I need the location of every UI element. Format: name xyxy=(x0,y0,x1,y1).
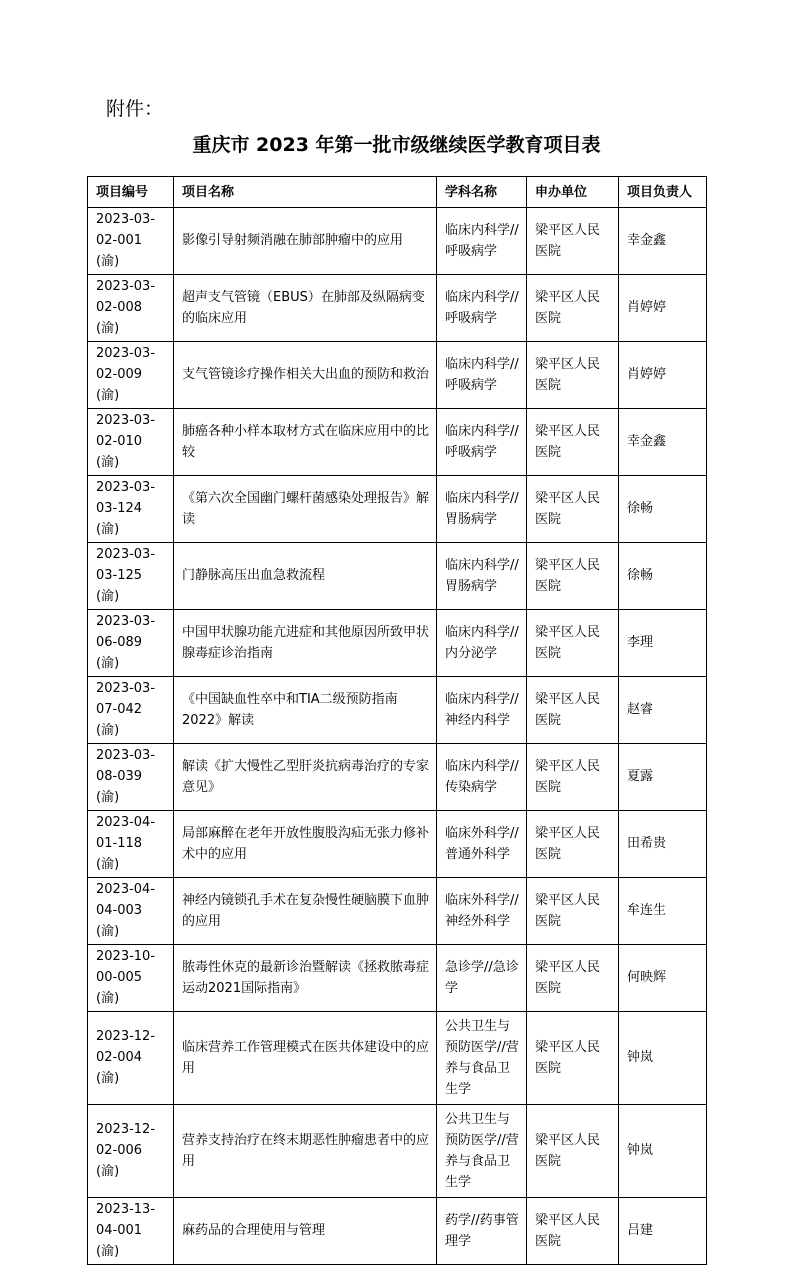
cell-unit: 梁平区人民医院 xyxy=(527,275,619,342)
cell-project-id: 2023-03-07-042 (渝) xyxy=(88,677,174,744)
cell-subject: 临床外科学//神经外科学 xyxy=(437,878,527,945)
cell-subject: 临床内科学//呼吸病学 xyxy=(437,275,527,342)
cell-project-name: 神经内镜锁孔手术在复杂慢性硬脑膜下血肿的应用 xyxy=(174,878,437,945)
table-row xyxy=(88,342,707,409)
cell-unit: 梁平区人民医院 xyxy=(527,1198,619,1265)
cell-project-name: 营养支持治疗在终末期恶性肿瘤患者中的应用 xyxy=(174,1105,437,1198)
cell-project-id: 2023-12-02-004 (渝) xyxy=(88,1012,174,1105)
table-row xyxy=(88,610,707,677)
cell-leader: 肖婷婷 xyxy=(619,275,707,342)
table-row xyxy=(88,409,707,476)
cell-project-name: 解读《扩大慢性乙型肝炎抗病毒治疗的专家意见》 xyxy=(174,744,437,811)
cell-leader: 肖婷婷 xyxy=(619,342,707,409)
cell-subject: 急诊学//急诊学 xyxy=(437,945,527,1012)
cell-leader: 幸金鑫 xyxy=(619,409,707,476)
cell-project-name: 影像引导射频消融在肺部肿瘤中的应用 xyxy=(174,208,437,275)
attachment-label: 附件： xyxy=(106,98,164,120)
cell-leader: 钟岚 xyxy=(619,1105,707,1198)
cell-unit: 梁平区人民医院 xyxy=(527,208,619,275)
cell-unit: 梁平区人民医院 xyxy=(527,409,619,476)
table-row xyxy=(88,476,707,543)
table-row xyxy=(88,677,707,744)
cell-unit: 梁平区人民医院 xyxy=(527,1105,619,1198)
cell-subject: 临床内科学//胃肠病学 xyxy=(437,476,527,543)
table-body xyxy=(88,208,707,1265)
cell-project-id: 2023-03-02-001 (渝) xyxy=(88,208,174,275)
document-title: 重庆市 2023 年第一批市级继续医学教育项目表 xyxy=(192,134,601,156)
cell-project-name: 脓毒性休克的最新诊治暨解读《拯救脓毒症运动2021国际指南》 xyxy=(174,945,437,1012)
cell-project-id: 2023-03-03-124 (渝) xyxy=(88,476,174,543)
cell-unit: 梁平区人民医院 xyxy=(527,744,619,811)
cell-project-id: 2023-12-02-006 (渝) xyxy=(88,1105,174,1198)
cell-project-name: 《中国缺血性卒中和TIA二级预防指南2022》解读 xyxy=(174,677,437,744)
cell-project-name: 超声支气管镜（EBUS）在肺部及纵隔病变的临床应用 xyxy=(174,275,437,342)
cell-project-name: 临床营养工作管理模式在医共体建设中的应用 xyxy=(174,1012,437,1105)
cell-subject: 临床内科学//呼吸病学 xyxy=(437,208,527,275)
cell-project-name: 局部麻醉在老年开放性腹股沟疝无张力修补术中的应用 xyxy=(174,811,437,878)
cell-project-id: 2023-03-02-009 (渝) xyxy=(88,342,174,409)
cell-subject: 临床内科学//呼吸病学 xyxy=(437,342,527,409)
cell-leader: 何映辉 xyxy=(619,945,707,1012)
cell-leader: 李理 xyxy=(619,610,707,677)
cell-subject: 公共卫生与预防医学//营养与食品卫生学 xyxy=(437,1105,527,1198)
cell-unit: 梁平区人民医院 xyxy=(527,811,619,878)
cell-project-name: 《第六次全国幽门螺杆菌感染处理报告》解读 xyxy=(174,476,437,543)
column-header-subject: 学科名称 xyxy=(437,177,527,208)
cell-unit: 梁平区人民医院 xyxy=(527,543,619,610)
cell-subject: 临床内科学//传染病学 xyxy=(437,744,527,811)
column-header-id: 项目编号 xyxy=(88,177,174,208)
cell-unit: 梁平区人民医院 xyxy=(527,677,619,744)
cell-project-id: 2023-03-02-008 (渝) xyxy=(88,275,174,342)
table-row xyxy=(88,945,707,1012)
cell-unit: 梁平区人民医院 xyxy=(527,342,619,409)
cell-leader: 徐畅 xyxy=(619,543,707,610)
table-header xyxy=(88,177,707,208)
cell-project-id: 2023-10-00-005 (渝) xyxy=(88,945,174,1012)
column-header-name: 项目名称 xyxy=(174,177,437,208)
cell-project-id: 2023-04-01-118 (渝) xyxy=(88,811,174,878)
cell-leader: 牟连生 xyxy=(619,878,707,945)
cell-leader: 夏露 xyxy=(619,744,707,811)
cell-project-name: 支气管镜诊疗操作相关大出血的预防和救治 xyxy=(174,342,437,409)
cell-subject: 临床内科学//呼吸病学 xyxy=(437,409,527,476)
cell-unit: 梁平区人民医院 xyxy=(527,878,619,945)
cell-project-name: 门静脉高压出血急救流程 xyxy=(174,543,437,610)
cell-subject: 临床外科学//普通外科学 xyxy=(437,811,527,878)
cell-unit: 梁平区人民医院 xyxy=(527,945,619,1012)
cell-project-name: 麻药品的合理使用与管理 xyxy=(174,1198,437,1265)
table-row xyxy=(88,1012,707,1105)
cell-project-id: 2023-13-04-001 (渝) xyxy=(88,1198,174,1265)
table-row xyxy=(88,878,707,945)
cell-leader: 钟岚 xyxy=(619,1012,707,1105)
table-row xyxy=(88,1198,707,1265)
cell-project-id: 2023-03-08-039 (渝) xyxy=(88,744,174,811)
cell-project-name: 肺癌各种小样本取材方式在临床应用中的比较 xyxy=(174,409,437,476)
cell-subject: 临床内科学//胃肠病学 xyxy=(437,543,527,610)
header-row xyxy=(88,177,707,208)
cell-subject: 公共卫生与预防医学//营养与食品卫生学 xyxy=(437,1012,527,1105)
cell-leader: 赵睿 xyxy=(619,677,707,744)
table-row xyxy=(88,275,707,342)
cell-subject: 药学//药事管理学 xyxy=(437,1198,527,1265)
cell-leader: 田希贵 xyxy=(619,811,707,878)
table-row xyxy=(88,744,707,811)
column-header-leader: 项目负责人 xyxy=(619,177,707,208)
cell-unit: 梁平区人民医院 xyxy=(527,1012,619,1105)
cell-unit: 梁平区人民医院 xyxy=(527,476,619,543)
cell-subject: 临床内科学//内分泌学 xyxy=(437,610,527,677)
table-row xyxy=(88,543,707,610)
cell-unit: 梁平区人民医院 xyxy=(527,610,619,677)
project-table xyxy=(87,176,707,1265)
table-row xyxy=(88,208,707,275)
cell-project-id: 2023-03-02-010 (渝) xyxy=(88,409,174,476)
cell-project-id: 2023-03-06-089 (渝) xyxy=(88,610,174,677)
cell-leader: 吕建 xyxy=(619,1198,707,1265)
table-row xyxy=(88,1105,707,1198)
cell-leader: 幸金鑫 xyxy=(619,208,707,275)
table-row xyxy=(88,811,707,878)
cell-project-id: 2023-03-03-125 (渝) xyxy=(88,543,174,610)
cell-leader: 徐畅 xyxy=(619,476,707,543)
cell-project-name: 中国甲状腺功能亢进症和其他原因所致甲状腺毒症诊治指南 xyxy=(174,610,437,677)
cell-project-id: 2023-04-04-003 (渝) xyxy=(88,878,174,945)
column-header-unit: 申办单位 xyxy=(527,177,619,208)
cell-subject: 临床内科学//神经内科学 xyxy=(437,677,527,744)
